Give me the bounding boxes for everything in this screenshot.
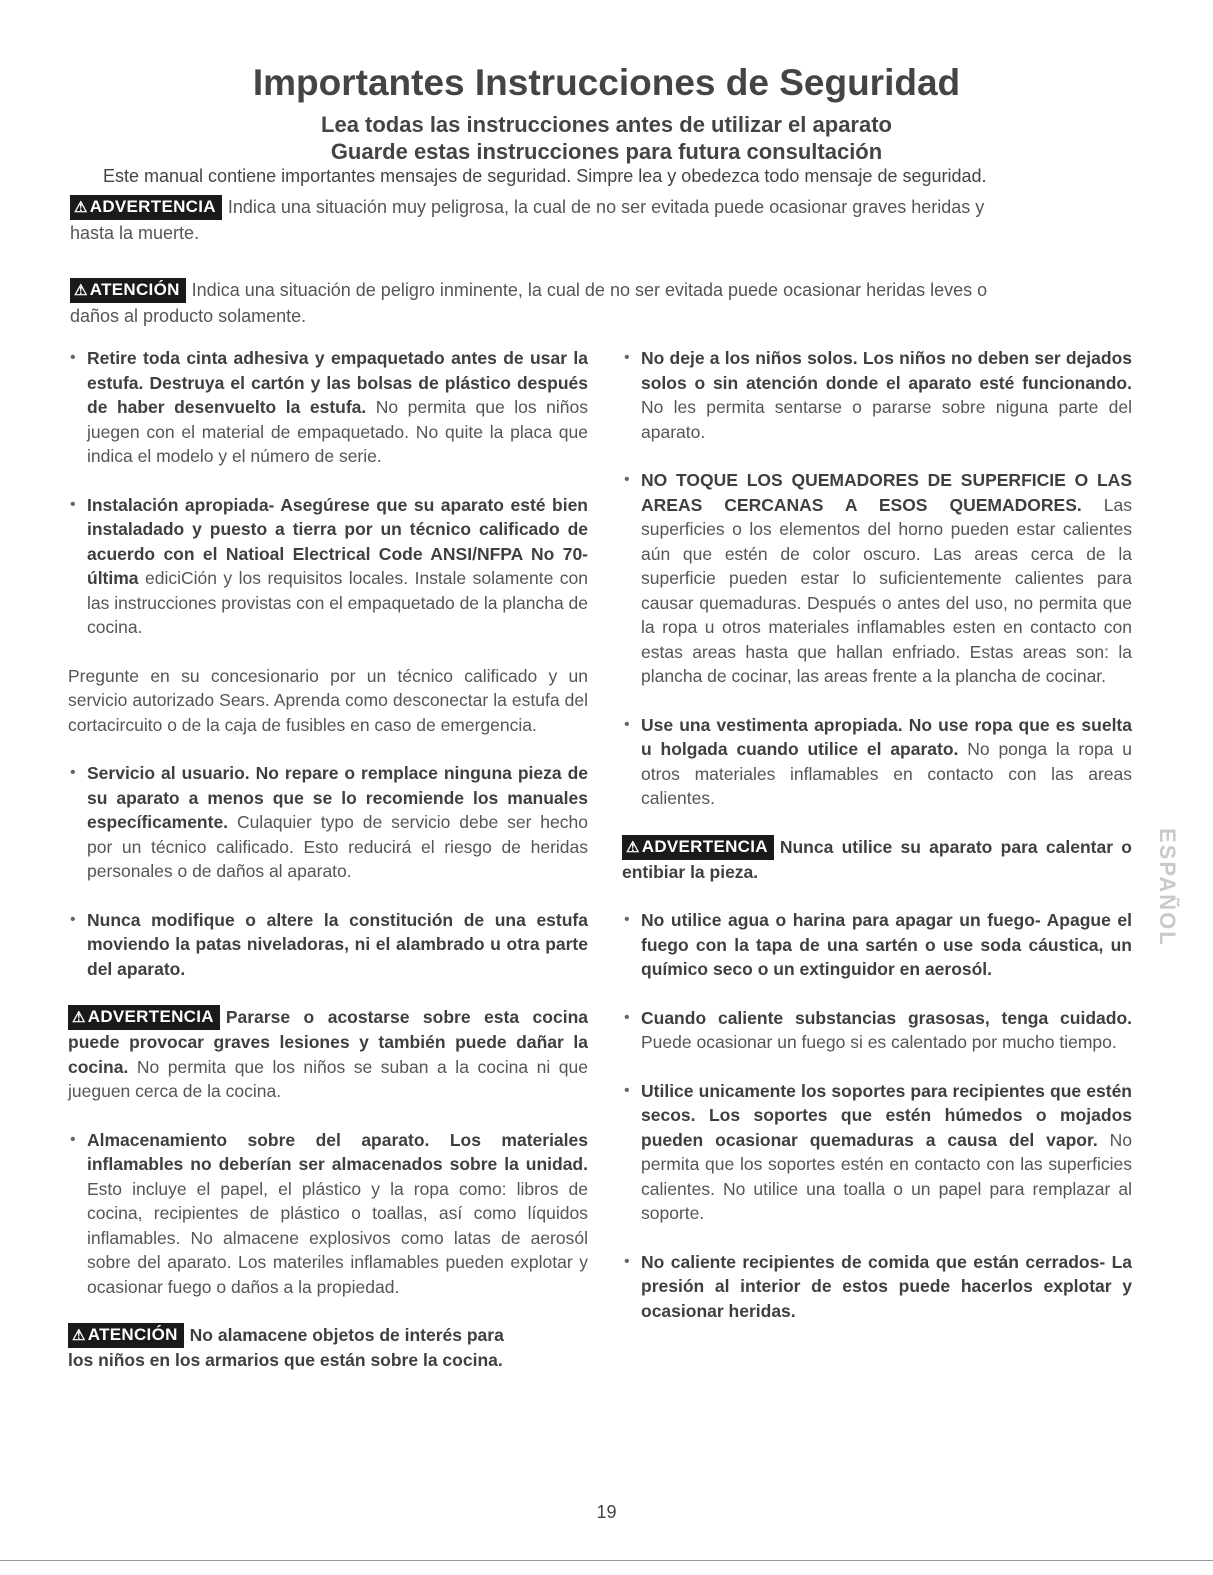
list-item: • Almacenamiento sobre del aparato. Los materiales inflamables no deberían ser almacenados sobre la unidad. Esto incluye el papel, el plástico y la ropa como: libros de cocina, recipientes de plástico o toallas, así como líquidos inflamables. No almacene explosivos como latas de aerosól sobre del aparato. Los materiles inflamables pueden explotar y ocasionar fuego o daños a la propiedad. — [68, 1128, 588, 1300]
list-item: • NO TOQUE LOS QUEMADORES DE SUPERFICIE O LAS AREAS CERCANAS A ESOS QUEMADORES. Las superficies o los elementos del horno pueden estar calientes aún que estén de color oscuro. Las areas cerca de la superficie pueden estar lo suficientemente calientes para causar quemaduras. Después o antes del uso, no permita que la ropa u otros materiales inflamables esten en contacto con estas areas hasta que hallan enfriado. Estas areas son: la plancha de cocinar, las areas frente a la plancha de cocinar. — [622, 468, 1132, 689]
list-item: • Servicio al usuario. No repare o remplace ninguna pieza de su aparato a menos que se lo recomiende los manuales específicamente. Culaquier typo de servicio debe ser hecho por un técnico calificado. Esto reducirá el riesgo de heridas personales o de daños al aparato. — [68, 761, 588, 884]
list-item: • Utilice unicamente los soportes para recipientes que estén secos. Los soportes que estén húmedos o mojados pueden ocasionar quemaduras a causa del vapor. No permita que los soportes estén en contacto con las superficies calientes. No utilice una toalla o un papel para remplazar al soporte. — [622, 1079, 1132, 1226]
list-item: • No caliente recipientes de comida que están cerrados- La presión al interior de estos puede hacerlos explotar y ocasionar heridas. — [622, 1250, 1132, 1324]
paragraph: Pregunte en su concesionario por un técnico calificado y un servicio autorizado Sears. Aprenda como desconectar la estufa del cortacircuito o de la caja de fusibles en caso de emergencia. — [68, 665, 588, 735]
atencion-badge: ⚠ ATENCIÓN — [70, 278, 186, 303]
atencion-badge: ⚠ ATENCIÓN — [68, 1323, 184, 1348]
list-item: • Cuando caliente substancias grasosas, tenga cuidado. Puede ocasionar un fuego si es calentado por mucho tiempo. — [622, 1006, 1132, 1055]
warning-triangle-icon: ⚠ — [626, 838, 640, 856]
subtitle-read: Lea todas las instrucciones antes de utilizar el aparato — [321, 112, 892, 137]
list-item: • Retire toda cinta adhesiva y empaquetado antes de usar la estufa. Destruya el cartón y las bolsas de plástico después de haber desenvuelto la estufa. No permita que los niños juegen con el material de empaquetado. No quite la placa que indica el modelo y el número de serie. — [68, 346, 588, 469]
language-side-tab: ESPAÑOL — [1155, 828, 1180, 947]
page-number: 19 — [596, 1502, 617, 1522]
list-item: • Instalación apropiada- Asegúrese que su aparato esté bien instaladado y puesto a tierra por un técnico calificado de acuerdo con el Natioal Electrical Code ANSI/NFPA No 70- última ediciCión y los requisitos locales. Instale solamente con las instrucciones provistas con el empaquetado de la plancha de cocina. — [68, 493, 588, 640]
warning-block: ⚠ ADVERTENCIA Pararse o acostarse sobre esta cocina puede provocar graves lesiones y también puede dañar la cocina. No permita que los niños se suban a la cocina ni que jueguen cerca de la cocina. — [68, 1007, 588, 1101]
right-column — [622, 346, 1132, 1347]
advertencia-badge: ⚠ ADVERTENCIA — [68, 1005, 220, 1030]
list-item: • No utilice agua o harina para apagar un fuego- Apague el fuego con la tapa de una sartén o use soda cáustica, un químico seco o un extinguidor en aerosól. — [622, 908, 1132, 982]
atencion-definition: ⚠ ATENCIÓN Indica una situación de peligro inminente, la cual de no ser evitada puede ocasionar heridas leves o daños al producto solamente. — [70, 280, 988, 326]
warning-triangle-icon: ⚠ — [74, 282, 88, 299]
warning-block: ⚠ ATENCIÓN No alamacene objetos de interés para los niños en los armarios que están sobre la cocina. — [68, 1325, 504, 1370]
subtitle-save: Guarde estas instrucciones para futura consultación — [330, 139, 883, 164]
list-item: • Use una vestimenta apropiada. No use ropa que es suelta u holgada cuando utilice el aparato. No ponga la ropa u otros materiales inflamables en contacto con las areas calientes. — [622, 713, 1132, 811]
warning-triangle-icon: ⚠ — [72, 1327, 86, 1344]
warning-triangle-icon: ⚠ — [74, 199, 88, 216]
left-column — [68, 346, 588, 1397]
page-title: Importantes Instrucciones de Seguridad — [252, 62, 961, 103]
advertencia-definition: ⚠ ADVERTENCIA Indica una situación muy peligrosa, la cual de no ser evitada puede ocasionar graves heridas y hasta la muerte. — [70, 197, 985, 243]
list-item: • Nunca modifique o altere la constitución de una estufa moviendo la patas niveladoras, ni el alambrado u otra parte del aparato. — [68, 908, 588, 982]
bottom-divider — [0, 1560, 1213, 1561]
warning-block: ⚠ ADVERTENCIA Nunca utilice su aparato para calentar o entibiar la pieza. — [622, 836, 1132, 882]
list-item: • No deje a los niños solos. Los niños no deben ser dejados solos o sin atención donde el aparato esté funcionando. No les permita sentarse o pararse sobre niguna parte del aparato. — [622, 346, 1132, 444]
intro-text: Este manual contiene importantes mensajes de seguridad. Simpre lea y obedezca todo mensaje de seguridad. — [103, 166, 987, 186]
advertencia-badge: ⚠ ADVERTENCIA — [70, 195, 222, 220]
warning-triangle-icon: ⚠ — [72, 1009, 86, 1026]
advertencia-badge: ⚠ ADVERTENCIA — [622, 835, 774, 860]
